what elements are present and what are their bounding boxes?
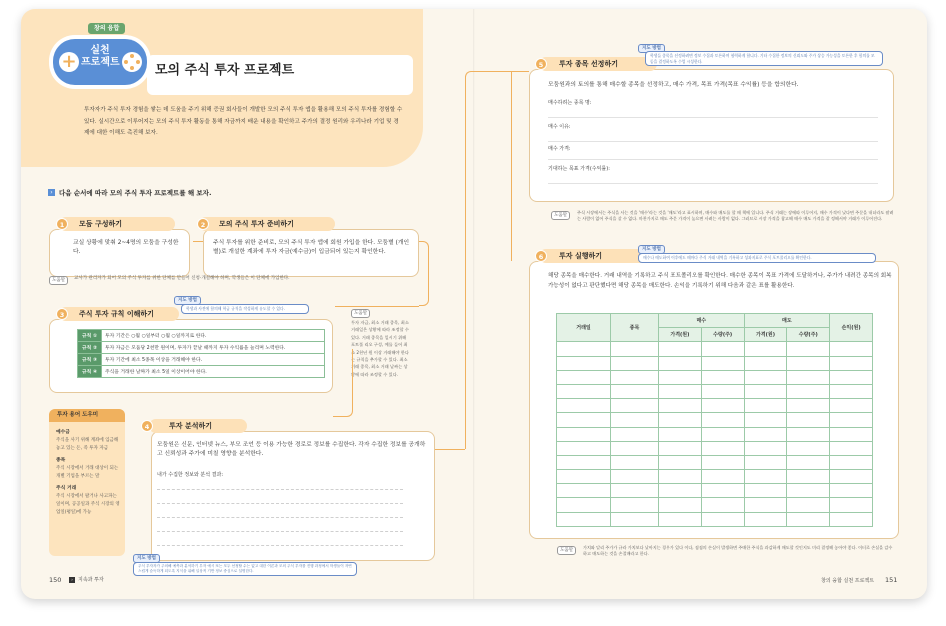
rule-row: 규칙 ② 투자 자금은 모둠당 2천만 원이며, 투자가 끝날 때까지 투자 수익률을 늘리며 노력한다. bbox=[78, 342, 325, 354]
footer-left: 지속과 투자 bbox=[78, 577, 104, 583]
table-cell[interactable] bbox=[787, 399, 830, 413]
table-row bbox=[557, 384, 873, 398]
col-header: 매수 bbox=[659, 314, 745, 328]
step6-body: 해당 종목을 매수한다. 거래 내역을 기록하고 주식 포트폴리오를 확인한다. 매수한 종목이 목표 가격에 도달하거나, 주가가 내려간 종목의 회복 가능성이 없다고 판단했다면 해당 종목을 매도한다. 손익을 기록하기 위해 다음과 같은 표를 활용한다. bbox=[548, 273, 892, 289]
write-line bbox=[157, 517, 403, 518]
trade-table bbox=[556, 313, 873, 527]
arrow-right-icon: › bbox=[48, 189, 55, 196]
glossary-term: 예수금 bbox=[56, 430, 70, 435]
flow-line bbox=[335, 306, 419, 307]
table-cell[interactable] bbox=[611, 512, 659, 526]
side-note: 투자 자금, 최소 거래 종목, 최소 거래일은 상황에 따라 조정할 수 있다. 거래 종목을 일시기 위해 포트폴 리오 구성, 예를 들어 최소 2천년 원 이상 거래해야 한다는 규칙을 추가할 수 있다. 최소 거래 종목, 최소 거래 날짜는 상황에 따라 조정할 수 있다. bbox=[351, 320, 409, 377]
table-cell[interactable] bbox=[744, 413, 787, 427]
section-tag: 창의 융합 bbox=[88, 23, 125, 34]
table-cell[interactable] bbox=[659, 498, 702, 512]
rule-row: 규칙 ③ 투자 기간에 최소 5종목 이상을 거래해야 한다. bbox=[78, 354, 325, 366]
step4-body: 모둠원은 신문, 인터넷 뉴스, 부모 조언 등 이용 가능한 경로로 정보를 수집한다. 각자 수집한 정보를 공개하고 신뢰성과 주가에 미칠 영향을 분석한다. bbox=[157, 442, 426, 457]
rule-row: 규칙 ① 투자 기간은 ○월 ○일부터 ○월 ○일까지로 한다. bbox=[78, 330, 325, 342]
table-cell[interactable] bbox=[659, 470, 702, 484]
step5-hint-tag: 지도 방법 bbox=[638, 44, 665, 53]
table-cell[interactable] bbox=[557, 384, 611, 398]
table-cell[interactable] bbox=[611, 427, 659, 441]
table-cell[interactable] bbox=[611, 484, 659, 498]
flow-line bbox=[511, 71, 515, 261]
sub-header: 가격(원) bbox=[744, 328, 787, 342]
table-row bbox=[557, 342, 873, 356]
table-cell[interactable] bbox=[611, 370, 659, 384]
table-cell[interactable] bbox=[787, 342, 830, 356]
table-cell[interactable] bbox=[744, 427, 787, 441]
table-cell[interactable] bbox=[830, 498, 873, 512]
page-number-right: 151 bbox=[885, 576, 898, 584]
table-cell[interactable] bbox=[557, 498, 611, 512]
table-cell[interactable] bbox=[557, 427, 611, 441]
table-cell[interactable] bbox=[744, 384, 787, 398]
table-cell[interactable] bbox=[659, 455, 702, 469]
table-cell[interactable] bbox=[611, 498, 659, 512]
table-row bbox=[557, 370, 873, 384]
table-cell[interactable] bbox=[701, 498, 744, 512]
glossary-title: 투자 용어 도우미 bbox=[49, 409, 125, 422]
step6-title: 투자 실행하기 bbox=[539, 249, 647, 263]
flow-line bbox=[419, 241, 429, 306]
table-row bbox=[557, 413, 873, 427]
write-line bbox=[157, 489, 403, 490]
table-cell[interactable] bbox=[701, 470, 744, 484]
table-cell[interactable] bbox=[611, 399, 659, 413]
step5-title: 투자 종목 선정하기 bbox=[539, 57, 657, 71]
step4-field-label: 내가 수집한 정보와 분석 결과: bbox=[157, 472, 224, 478]
step1-number: 1 bbox=[56, 218, 68, 230]
step6-hint: 매수나 매도하여 이후에도 때마다 주식 거래 내역을 기록하고 성과지표로 주식 포트폴리오를 확인한다. bbox=[638, 253, 876, 263]
table-cell[interactable] bbox=[701, 342, 744, 356]
table-cell[interactable] bbox=[701, 455, 744, 469]
table-cell[interactable] bbox=[557, 399, 611, 413]
table-cell[interactable] bbox=[744, 342, 787, 356]
table-cell[interactable] bbox=[611, 356, 659, 370]
table-cell[interactable] bbox=[701, 384, 744, 398]
badge-title: 실천 프로젝트 bbox=[81, 45, 120, 68]
side-note-label: 도움말 bbox=[351, 309, 370, 318]
bottom-hint: 주식 투자자가 주의해 예측과 분석하기 투자 예시 또는 모두 선정할 수는 없고 대한 이론과 모의 주식 투자를 진행 과정에서 학생들이 자연스럽게 습득하게 되도록 지식을 위해 일상적 기반 정보 중심으로 설명한다. bbox=[133, 562, 357, 576]
write-line bbox=[157, 531, 403, 532]
instruction-text: 다음 순서에 따라 모의 주식 투자 프로젝트를 해 보자. bbox=[59, 189, 212, 197]
col-header: 매도 bbox=[744, 314, 830, 328]
col-header: 손익(원) bbox=[830, 314, 873, 342]
table-cell[interactable] bbox=[659, 384, 702, 398]
textbook-spread bbox=[21, 9, 927, 599]
table-cell[interactable] bbox=[787, 441, 830, 455]
table-cell[interactable] bbox=[830, 356, 873, 370]
table-cell[interactable] bbox=[830, 470, 873, 484]
step12-note-label: 도움말 bbox=[49, 276, 68, 285]
table-cell[interactable] bbox=[557, 470, 611, 484]
table-row bbox=[557, 399, 873, 413]
table-cell[interactable] bbox=[744, 441, 787, 455]
table-cell[interactable] bbox=[830, 342, 873, 356]
step1-title: 모둠 구성하기 bbox=[59, 217, 175, 231]
flow-line bbox=[193, 241, 203, 242]
table-cell[interactable] bbox=[744, 370, 787, 384]
step5-number: 5 bbox=[535, 58, 547, 70]
step5-field: 매수 이유: bbox=[548, 124, 571, 130]
bottom-hint-tag: 지도 방법 bbox=[133, 554, 160, 563]
table-row bbox=[557, 484, 873, 498]
table-cell[interactable] bbox=[701, 399, 744, 413]
table-cell[interactable] bbox=[787, 470, 830, 484]
table-cell[interactable] bbox=[830, 455, 873, 469]
intro-text: 투자자가 주식 투자 경험을 쌓는 데 도움을 주기 위해 증권 회사들이 개발한 모의 주식 투자 앱을 활용해 모의 주식 투자를 경험할 수 있다. 실시간으로 이루어지는 모의 주식 투자 활동을 통해 자금까지 배운 내용을 확인하고 주가의 결정 원리와 우리나라 기업 및 경제에 대한 이해도 촉진해 보자. bbox=[84, 107, 403, 136]
step6-hint-tag: 지도 방법 bbox=[638, 245, 665, 254]
bottom-note: 가치와 달리 주가가 규라 가치보다 낮아지는 경우가 있다 이다, 점점의 손실이 발생하면 주매한 주식을 과감하게 매도할 것인지도 미리 결정해 놓아야 좋다. 이터로 손실을 감수하고 매도하는 것을 손절매라고 한다. bbox=[583, 545, 893, 557]
table-cell[interactable] bbox=[557, 413, 611, 427]
table-cell[interactable] bbox=[611, 470, 659, 484]
flow-line bbox=[333, 349, 353, 417]
table-row bbox=[557, 441, 873, 455]
table-cell[interactable] bbox=[787, 484, 830, 498]
table-cell[interactable] bbox=[744, 356, 787, 370]
table-cell[interactable] bbox=[701, 512, 744, 526]
page-title: 모의 주식 투자 프로젝트 bbox=[155, 63, 295, 78]
table-cell[interactable] bbox=[701, 413, 744, 427]
step5-hint: 학생들 종목을 선정하려면 정보 수집과 토론하며 협력하게 합니다. 기타 수집한 정보의 신뢰도와 주가 상승 가능성을 토론한 후 합의를 모둠을 결정하도록 수업 시성한다. bbox=[645, 51, 883, 66]
footer-right: 창의 융합 실천 프로젝트 bbox=[821, 578, 875, 584]
sub-header: 수량(주) bbox=[787, 328, 830, 342]
glossary-term: 종목 bbox=[56, 458, 66, 464]
rules-table bbox=[77, 329, 325, 378]
table-cell[interactable] bbox=[787, 512, 830, 526]
step3-hint-tag: 지도 방법 bbox=[174, 296, 201, 305]
mid-note-label: 도움말 bbox=[551, 211, 570, 220]
sub-header: 가격(원) bbox=[659, 328, 702, 342]
step2-number: 2 bbox=[197, 218, 209, 230]
table-cell[interactable] bbox=[659, 427, 702, 441]
table-row bbox=[557, 498, 873, 512]
step2-body: 주식 투자를 위한 준비로, 모의 주식 투자 앱에 회원 가입을 한다. 모둠별 (개인별)로 개설한 계좌에 투자 자금(예수금)이 입금되어 있는지 확인한다. bbox=[213, 240, 410, 255]
step5-body: 모둠원과의 토의를 통해 매수할 종목을 선정하고, 매수 가격, 목표 가격(목표 수익률) 등을 합의한다. bbox=[548, 82, 799, 88]
write-line bbox=[548, 159, 878, 160]
table-cell[interactable] bbox=[659, 370, 702, 384]
table-cell[interactable] bbox=[744, 470, 787, 484]
table-cell[interactable] bbox=[659, 441, 702, 455]
table-cell[interactable] bbox=[830, 370, 873, 384]
table-row bbox=[557, 427, 873, 441]
table-cell[interactable] bbox=[744, 455, 787, 469]
page-number-left: 150 bbox=[49, 576, 62, 584]
step3-number: 3 bbox=[56, 308, 68, 320]
step3-hint: 학생과 사전에 합의해 학급 규칙을 작성하게 유도할 수 있다. bbox=[181, 304, 309, 314]
table-cell[interactable] bbox=[557, 484, 611, 498]
table-cell[interactable] bbox=[659, 512, 702, 526]
table-row bbox=[557, 455, 873, 469]
step12-note: 교사가 관리자가 되어 모의 주식 투자를 위한 단체를 만들어 신청·개설해야 하며, 학생들은 이 단체에 가입한다. bbox=[74, 276, 290, 281]
table-cell[interactable] bbox=[787, 413, 830, 427]
step4-title: 투자 분석하기 bbox=[149, 419, 247, 433]
table-cell[interactable] bbox=[787, 370, 830, 384]
table-cell[interactable] bbox=[659, 356, 702, 370]
rule-row: 규칙 ④ 주식을 거래한 날짜가 최소 5일 이상이어야 한다. bbox=[78, 366, 325, 378]
table-cell[interactable] bbox=[659, 413, 702, 427]
write-line bbox=[157, 545, 403, 546]
table-cell[interactable] bbox=[787, 356, 830, 370]
table-cell[interactable] bbox=[611, 455, 659, 469]
table-cell[interactable] bbox=[787, 427, 830, 441]
table-cell[interactable] bbox=[557, 342, 611, 356]
plus-icon: + bbox=[59, 52, 79, 72]
table-cell[interactable] bbox=[830, 399, 873, 413]
gamepad-buttons-icon bbox=[122, 52, 142, 72]
glossary-term: 주식 거래 bbox=[56, 486, 77, 492]
table-cell[interactable] bbox=[701, 356, 744, 370]
step5-field: 기대하는 목표 가격(수익률): bbox=[548, 166, 610, 172]
table-cell[interactable] bbox=[744, 399, 787, 413]
table-cell[interactable] bbox=[830, 427, 873, 441]
table-cell[interactable] bbox=[830, 512, 873, 526]
bottom-note-label: 도움말 bbox=[557, 546, 576, 555]
glossary-desc: 주식 시장에서 거래 대상이 되는 개별 기업을 부르는 말 bbox=[56, 466, 119, 479]
table-cell[interactable] bbox=[611, 342, 659, 356]
flow-line bbox=[465, 71, 529, 449]
glossary-list bbox=[56, 429, 120, 516]
step4-number: 4 bbox=[141, 420, 153, 432]
table-cell[interactable] bbox=[659, 399, 702, 413]
table-cell[interactable] bbox=[659, 342, 702, 356]
table-row bbox=[557, 356, 873, 370]
flow-line bbox=[435, 449, 465, 450]
sub-header: 수량(주) bbox=[701, 328, 744, 342]
table-cell[interactable] bbox=[830, 384, 873, 398]
table-cell[interactable] bbox=[701, 484, 744, 498]
table-cell[interactable] bbox=[557, 455, 611, 469]
glossary-desc: 주식 시장에서 팔거나 사고파는 일이며, 공공일과 주식 시장의 영업일(평일)에 가능 bbox=[56, 494, 120, 515]
table-cell[interactable] bbox=[659, 484, 702, 498]
step2-title: 모의 주식 투자 준비하기 bbox=[199, 217, 335, 231]
table-cell[interactable] bbox=[787, 455, 830, 469]
glossary-desc: 주식을 사기 위해 계좌에 입금해 놓고 있는 돈, 즉 투자 자금 bbox=[56, 438, 119, 451]
table-cell[interactable] bbox=[787, 384, 830, 398]
table-cell[interactable] bbox=[557, 441, 611, 455]
table-cell[interactable] bbox=[611, 441, 659, 455]
table-cell[interactable] bbox=[830, 441, 873, 455]
table-cell[interactable] bbox=[830, 484, 873, 498]
project-badge bbox=[53, 39, 147, 85]
write-line bbox=[548, 183, 878, 184]
table-cell[interactable] bbox=[744, 512, 787, 526]
col-header: 거래일 bbox=[557, 314, 611, 342]
table-cell[interactable] bbox=[557, 370, 611, 384]
table-cell[interactable] bbox=[611, 384, 659, 398]
table-row bbox=[557, 512, 873, 526]
mid-note: 주식 시장에서는 주식을 사는 것을 '매수'라는 것을 '매도'라고 표시하며, 매수와 매도를 할 때 책에 입니다. 주식 거래는 장에따 이루어지, 매수 가격이 낮다면 주문을 내더라도 팔려는 사람이 없어 주식을 살 수 없다. 마찬가지로 매도 주문 가격이 높으면 사려는 사람이 없다. 그러므로 시장 가격을 참고해 매수 매도 가격을 잘 정해서야 거래가 이루어진다. bbox=[577, 210, 894, 222]
table-cell[interactable] bbox=[830, 413, 873, 427]
col-header: 종목 bbox=[611, 314, 659, 342]
table-cell[interactable] bbox=[744, 498, 787, 512]
table-cell[interactable] bbox=[701, 370, 744, 384]
step6-number: 6 bbox=[535, 250, 547, 262]
table-cell[interactable] bbox=[701, 427, 744, 441]
write-line bbox=[548, 117, 878, 118]
table-cell[interactable] bbox=[701, 441, 744, 455]
write-line bbox=[157, 503, 403, 504]
table-cell[interactable] bbox=[557, 356, 611, 370]
table-cell[interactable] bbox=[787, 498, 830, 512]
step5-field: 매수하려는 종목 명: bbox=[548, 100, 592, 106]
write-line bbox=[548, 141, 878, 142]
table-cell[interactable] bbox=[744, 484, 787, 498]
step5-field: 매수 가격: bbox=[548, 146, 571, 152]
step3-title: 주식 투자 규칙 이해하기 bbox=[59, 307, 179, 321]
table-row bbox=[557, 470, 873, 484]
footer-arrow-icon: › bbox=[69, 577, 75, 583]
table-cell[interactable] bbox=[557, 512, 611, 526]
step1-body: 교실 상황에 맞춰 2~4명의 모둠을 구성한다. bbox=[73, 240, 179, 255]
table-cell[interactable] bbox=[611, 413, 659, 427]
